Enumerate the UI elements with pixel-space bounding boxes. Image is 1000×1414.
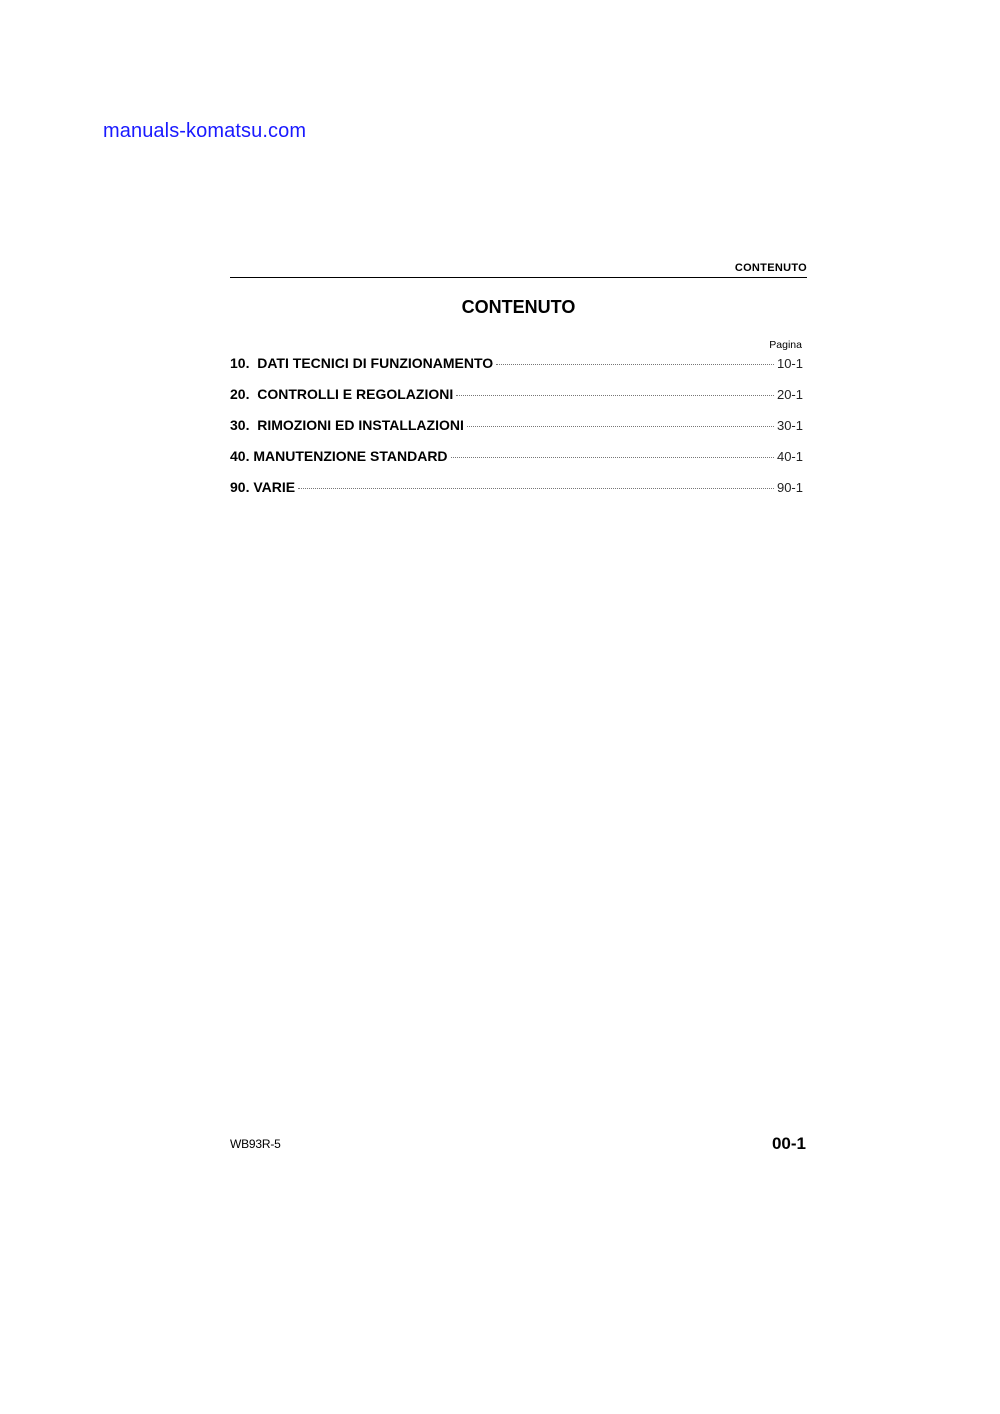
page-column-label: Pagina xyxy=(769,339,802,351)
toc-entry-label xyxy=(230,355,493,371)
footer-page-number: 00-1 xyxy=(771,1134,806,1153)
toc-entry-label xyxy=(230,479,295,495)
toc-entry-page: 10-1 xyxy=(776,356,803,371)
page-title: CONTENUTO xyxy=(461,297,576,317)
toc-entry-label xyxy=(230,417,464,433)
toc-entry-30[interactable] xyxy=(230,417,803,448)
toc-entry-number: 90. xyxy=(230,479,250,495)
dot-leader xyxy=(467,426,774,427)
table-of-contents xyxy=(230,355,803,510)
dot-leader xyxy=(496,364,774,365)
toc-entry-page: 90-1 xyxy=(776,480,803,495)
dot-leader xyxy=(298,488,774,489)
toc-entry-page: 20-1 xyxy=(776,387,803,402)
footer-model-code: WB93R-5 xyxy=(230,1137,281,1151)
toc-entry-title: DATI TECNICI DI FUNZIONAMENTO xyxy=(249,355,494,371)
toc-entry-title: CONTROLLI E REGOLAZIONI xyxy=(249,386,454,402)
watermark-link[interactable]: manuals-komatsu.com xyxy=(103,120,307,142)
toc-entry-page: 40-1 xyxy=(776,449,803,464)
toc-entry-title: RIMOZIONI ED INSTALLAZIONI xyxy=(249,417,464,433)
dot-leader xyxy=(451,457,774,458)
toc-entry-number: 40. xyxy=(230,448,250,464)
running-header: CONTENUTO xyxy=(734,262,807,274)
toc-entry-title: MANUTENZIONE STANDARD xyxy=(249,448,448,464)
dot-leader xyxy=(456,395,774,396)
toc-entry-number: 10. xyxy=(230,355,250,371)
header-divider xyxy=(230,277,807,278)
toc-entry-20[interactable] xyxy=(230,386,803,417)
toc-entry-number: 20. xyxy=(230,386,250,402)
toc-entry-40[interactable] xyxy=(230,448,803,479)
toc-entry-number: 30. xyxy=(230,417,250,433)
toc-entry-label xyxy=(230,448,448,464)
toc-entry-label xyxy=(230,386,453,402)
toc-entry-title: VARIE xyxy=(249,479,296,495)
toc-entry-90[interactable] xyxy=(230,479,803,510)
toc-entry-10[interactable] xyxy=(230,355,803,386)
toc-entry-page: 30-1 xyxy=(776,418,803,433)
